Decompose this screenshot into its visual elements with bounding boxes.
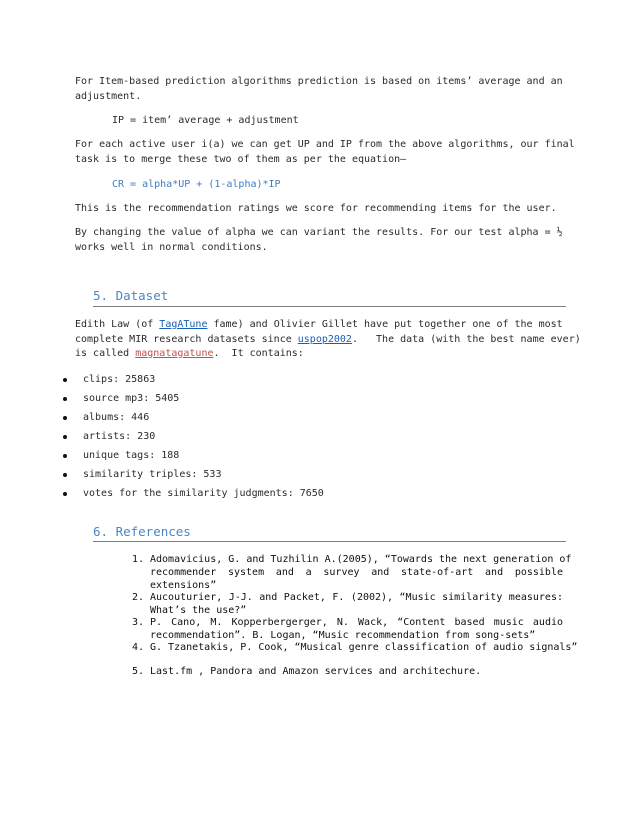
reference-text-line: recommendation”. B. Logan, “Music recommendation from song-sets” — [150, 630, 536, 641]
intro-paragraph-line: works well in normal conditions. — [75, 242, 268, 253]
intro-paragraph-line: For each active user i(a) we can get UP and IP from the above algorithms, our final — [75, 139, 575, 150]
text-span: fame) and Olivier Gillet have put together one of the most — [207, 319, 563, 330]
reference-text-line: recommender system and a survey and state-of-art and possible — [150, 567, 563, 578]
bullet-icon — [63, 454, 67, 458]
reference-number: 5. — [132, 666, 145, 677]
text-span: Edith Law (of — [75, 319, 160, 330]
list-item: source mp3: 5405 — [83, 393, 180, 404]
intro-paragraph-line: This is the recommendation ratings we score for recommending items for the user. — [75, 203, 557, 214]
ip-formula: IP = item’ average + adjustment — [112, 115, 299, 126]
bullet-icon — [63, 416, 67, 420]
dataset-heading: 5. Dataset — [93, 288, 169, 303]
list-item: albums: 446 — [83, 412, 150, 423]
reference-number: 4. — [132, 642, 145, 653]
dataset-paragraph-line — [75, 347, 304, 360]
reference-text-line: extensions” — [150, 580, 217, 591]
bullet-icon — [63, 435, 67, 439]
dataset-heading-rule — [93, 306, 566, 307]
intro-paragraph-line: task is to merge these two of them as per the equation— — [75, 154, 407, 165]
cr-formula: CR = alpha*UP + (1-alpha)*IP — [112, 179, 281, 190]
text-span: . It contains: — [213, 348, 304, 359]
reference-text-line: What’s the use?” — [150, 605, 247, 616]
intro-paragraph-line: By changing the value of alpha we can variant the results. For our test alpha = ½ — [75, 227, 563, 238]
text-span: . The data (with the best name ever) — [351, 334, 581, 345]
uspop2002-link[interactable]: uspop2002 — [297, 334, 352, 345]
reference-text-line: G. Tzanetakis, P. Cook, “Musical genre classification of audio signals” — [150, 642, 578, 653]
dataset-paragraph-line — [75, 333, 581, 346]
list-item: unique tags: 188 — [83, 450, 180, 461]
intro-paragraph-line: adjustment. — [75, 91, 142, 102]
bullet-icon — [63, 492, 67, 496]
bullet-icon — [63, 473, 67, 477]
list-item: artists: 230 — [83, 431, 156, 442]
text-span: is called — [75, 348, 136, 359]
bullet-icon — [63, 378, 67, 382]
tagatune-link[interactable]: TagATune — [159, 319, 208, 330]
magnatagatune-link[interactable]: magnatagatune — [135, 348, 214, 359]
references-heading: 6. References — [93, 524, 191, 539]
dataset-paragraph-line — [75, 318, 563, 331]
text-span: complete MIR research datasets since — [75, 334, 298, 345]
reference-number: 3. — [132, 617, 145, 628]
bullet-icon — [63, 397, 67, 401]
reference-text-line: Last.fm , Pandora and Amazon services and architechure. — [150, 666, 482, 677]
reference-text-line: Aucouturier, J-J. and Packet, F. (2002), “Music similarity measures: — [150, 592, 563, 603]
list-item: votes for the similarity judgments: 7650 — [83, 488, 324, 499]
reference-text-line: P. Cano, M. Kopperbergerger, N. Wack, “Content based music audio — [150, 617, 563, 628]
list-item: similarity triples: 533 — [83, 469, 222, 480]
reference-text-line: Adomavicius, G. and Tuzhilin A.(2005), “Towards the next generation of — [150, 554, 572, 565]
intro-paragraph-line: For Item-based prediction algorithms prediction is based on items’ average and an — [75, 76, 563, 87]
reference-number: 2. — [132, 592, 145, 603]
list-item: clips: 25863 — [83, 374, 156, 385]
reference-number: 1. — [132, 554, 145, 565]
references-heading-rule — [93, 541, 566, 542]
